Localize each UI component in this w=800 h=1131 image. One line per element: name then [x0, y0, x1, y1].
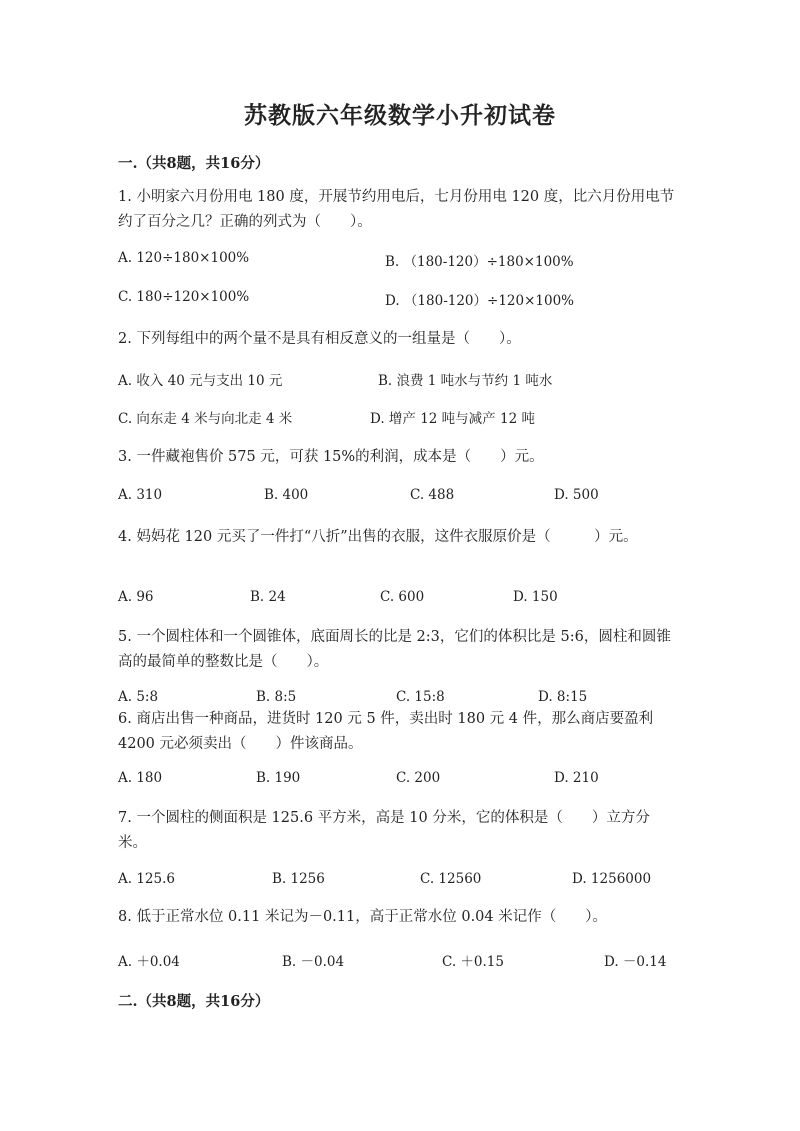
- q4-option-d: D. 150: [513, 589, 558, 605]
- q3-option-d: D. 500: [554, 487, 599, 503]
- q7-option-a: A. 125.6: [118, 871, 175, 887]
- question-8: 8. 低于正常水位 0.11 米记为－0.11，高于正常水位 0.04 米记作（ ）。: [118, 909, 607, 925]
- q5-option-a: A. 5:8: [118, 689, 159, 705]
- page-title: 苏教版六年级数学小升初试卷: [244, 102, 556, 129]
- q7-option-b: B. 1256: [272, 871, 325, 887]
- q6-option-b: B. 190: [256, 770, 301, 786]
- q3-option-b: B. 400: [264, 487, 309, 503]
- q2-option-c: C. 向东走 4 米与向北走 4 米: [118, 411, 293, 427]
- q2-option-a: A. 收入 40 元与支出 10 元: [118, 373, 283, 389]
- q5-option-c: C. 15:8: [396, 689, 445, 705]
- q2-option-d: D. 增产 12 吨与减产 12 吨: [370, 411, 535, 427]
- q3-option-c: C. 488: [410, 487, 455, 503]
- q7-option-c: C. 12560: [420, 871, 482, 887]
- q8-option-b: B. －0.04: [282, 954, 345, 970]
- q5-option-b: B. 8:5: [256, 689, 297, 705]
- q1-option-b: B. （180-120）÷180×100%: [385, 254, 574, 270]
- section-heading-1: 一.（共8题，共16分）: [118, 155, 270, 172]
- q4-option-a: A. 96: [118, 589, 154, 605]
- q5-option-d: D. 8:15: [538, 689, 588, 705]
- question-6: 6. 商店出售一种商品，进货时 120 元 5 件，卖出时 180 元 4 件，那么商店要盈利 4200 元必须卖出（ ）件该商品。: [118, 711, 654, 752]
- q6-option-a: A. 180: [118, 770, 163, 786]
- q3-option-a: A. 310: [118, 487, 163, 503]
- q6-option-c: C. 200: [396, 770, 441, 786]
- q1-option-d: D. （180-120）÷120×100%: [385, 293, 575, 309]
- question-3: 3. 一件藏袍售价 575 元，可获 15%的利润，成本是（ ）元。: [118, 449, 544, 465]
- q6-option-d: D. 210: [554, 770, 599, 786]
- question-5: 5. 一个圆柱体和一个圆锥体，底面周长的比是 2:3，它们的体积比是 5:6，圆柱和圆锥高的最简单的整数比是（ ）。: [118, 629, 671, 670]
- q8-option-d: D. －0.14: [604, 954, 667, 970]
- question-2: 2. 下列每组中的两个量不是具有相反意义的一组量是（ ）。: [118, 331, 521, 347]
- q1-option-a: A. 120÷180×100%: [118, 250, 250, 266]
- q8-option-c: C. ＋0.15: [442, 954, 504, 970]
- question-1: 1. 小明家六月份用电 180 度，开展节约用电后，七月份用电 120 度，比六月份用电节约了百分之几？正确的列式为（ ）。: [118, 189, 675, 230]
- question-7: 7. 一个圆柱的侧面积是 125.6 平方米，高是 10 分米，它的体积是（ ）立方分米。: [118, 810, 650, 851]
- q8-option-a: A. ＋0.04: [118, 954, 180, 970]
- section-heading-2: 二.（共8题，共16分）: [118, 993, 270, 1010]
- q2-option-b: B. 浪费 1 吨水与节约 1 吨水: [378, 373, 553, 389]
- q1-option-c: C. 180÷120×100%: [118, 289, 250, 305]
- q7-option-d: D. 1256000: [572, 871, 652, 887]
- q4-option-b: B. 24: [250, 589, 286, 605]
- question-4: 4. 妈妈花 120 元买了一件打“八折”出售的衣服，这件衣服原价是（ ）元。: [118, 529, 638, 545]
- q4-option-c: C. 600: [380, 589, 425, 605]
